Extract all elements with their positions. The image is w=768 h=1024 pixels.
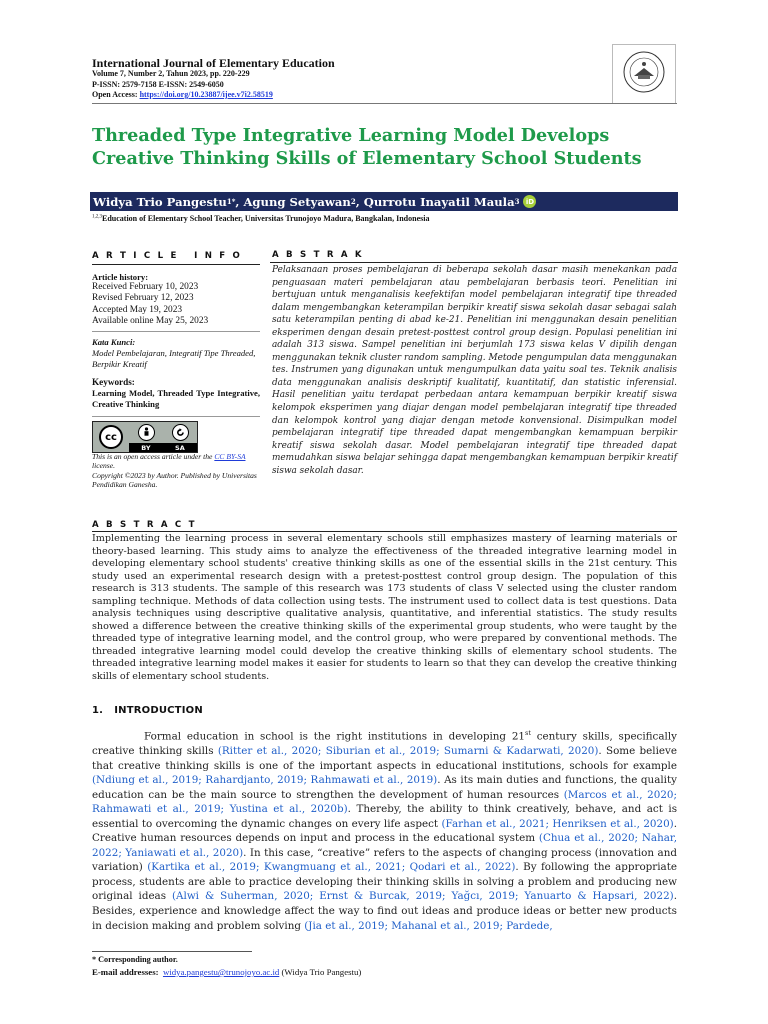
author-3-sup: 3 <box>514 197 520 206</box>
history-divider <box>92 331 260 332</box>
history-online: Available online May 25, 2023 <box>92 315 209 326</box>
email-line <box>92 967 361 977</box>
affiliation <box>92 214 429 223</box>
keywords-divider <box>92 416 260 417</box>
open-access-line <box>92 90 273 101</box>
history-heading: Article history: <box>92 272 149 282</box>
article-info-heading: A R T I C L E I N F O <box>92 251 243 261</box>
history-accepted: Accepted May 19, 2023 <box>92 304 183 315</box>
history-revised: Revised February 12, 2023 <box>92 293 194 304</box>
abstrak-divider <box>270 262 678 263</box>
introduction-heading: 1. INTRODUCTION <box>92 705 203 716</box>
intro-text: century skills, specifically creative thinking skills <box>92 730 677 757</box>
volume-line: Volume 7, Number 2, Tahun 2023, pp. 220-229 <box>92 69 250 78</box>
citation-link[interactable]: (Ndiung et al., 2019; Rahardjanto, 2019; Rahmawati et al., 2019) <box>92 774 438 787</box>
author-1: Widya Trio Pangestu <box>93 194 227 209</box>
kata-kunci-heading: Kata Kunci: <box>92 337 136 347</box>
citation-link[interactable]: (Chua et al., 2020; Nahar, 2022; Yaniawati et al., 2020) <box>92 832 678 859</box>
abstract-divider <box>92 531 677 532</box>
author-2-sup: 2 <box>350 197 356 206</box>
license-suffix: license. <box>92 461 115 471</box>
intro-text: . Creative human resources depends on input and process in the educational system <box>92 817 678 845</box>
affiliation-sup: 1,2,3 <box>92 214 102 220</box>
license-text <box>92 452 260 490</box>
copyright-text: Copyright ©2023 by Author. Published by Universitas Pendidikan Ganesha. <box>92 470 257 490</box>
keywords-text: Learning Model, Threaded Type Integrative, Creative Thinking <box>92 388 260 410</box>
cc-icons-row <box>129 422 197 443</box>
history-list <box>92 282 208 327</box>
author-1-sup: 1* <box>226 197 236 206</box>
cc-by-label: BY <box>141 443 151 452</box>
journal-logo <box>612 44 676 104</box>
open-access-label: Open Access: <box>92 90 138 99</box>
citation-link[interactable]: (Kartika et al., 2019; Kwangmuang et al., 2021; Qodari et al., 2022) <box>147 861 516 874</box>
share-alike-icon <box>172 424 189 441</box>
email-owner: (Widya Trio Pangestu) <box>281 967 362 977</box>
citation-link[interactable]: (Alwi & Suherman, 2020; Ernst & Burcak, 2019; Yağcı, 2019; Yanuarto & Hapsari, 2022) <box>172 890 674 903</box>
superscript: st <box>524 729 531 737</box>
citation-link[interactable]: (Ritter et al., 2020; Siburian et al., 2019; Sumarni & Kadarwati, 2020) <box>217 744 599 757</box>
intro-text: . Thereby, the ability to think creatively, behave, and act is essential to overcoming the dynamic changes on every life aspect <box>92 803 677 830</box>
journal-title: International Journal of Elementary Education <box>92 56 335 70</box>
intro-text: . In this case, “creative” refers to the aspects of changing process (innovation and variation) <box>92 846 677 874</box>
license-prefix: This is an open access article under the <box>92 452 213 461</box>
author-2: Agung Setyawan <box>243 194 351 209</box>
cc-labels-row <box>129 443 197 452</box>
orcid-icon[interactable]: iD <box>523 195 536 208</box>
cc-right-panel <box>129 422 197 452</box>
paper-title: Threaded Type Integrative Learning Model Develops Creative Thinking Skills of Elementary School Students <box>92 125 642 169</box>
article-info-divider <box>92 264 260 265</box>
cc-logo <box>93 422 129 452</box>
author-3: Qurrotu Inayatil Maula <box>363 194 515 209</box>
doi-link[interactable]: https://doi.org/10.23887/ijee.v7i2.58519 <box>139 90 273 99</box>
author-bar: Widya Trio Pangestu 1* , Agung Setyawan 2 , Qurrotu Inayatil Maula 3 iD <box>90 192 678 211</box>
attribution-icon <box>138 424 155 441</box>
corresponding-author-note: * Corresponding author. <box>92 955 178 964</box>
abstrak-heading: A B S T R A K <box>272 250 364 260</box>
cc-sa-label: SA <box>175 443 185 452</box>
intro-text: . Besides, experience and knowledge affect the way to find out ideas and produce ideas or better new products in decision making and problem solving <box>92 890 677 932</box>
intro-text: . As its main duties and functions, the quality education can be the main source to strengthen the development of human resources <box>92 774 677 801</box>
keywords-heading: Keywords: <box>92 377 135 387</box>
introduction-paragraph <box>92 726 677 933</box>
author-email-link[interactable]: widya.pangestu@trunojoyo.ac.id <box>162 967 280 977</box>
journal-seal-icon <box>616 48 672 100</box>
intro-text: Formal education in school is the right institutions in developing 21 <box>144 730 525 743</box>
intro-text: . Some believe that creative thinking skills is one of the important aspects in educational institutions, schools for example <box>92 744 677 772</box>
cc-icon: cc <box>99 425 123 449</box>
cc-by-sa-badge[interactable] <box>92 421 198 453</box>
affiliation-text: Education of Elementary School Teacher, Universitas Trunojoyo Madura, Bangkalan, Indonesia <box>102 214 430 223</box>
kata-kunci-text: Model Pembelajaran, Integratif Tipe Threaded, Berpikir Kreatif <box>92 348 256 369</box>
license-link[interactable]: CC BY-SA <box>214 452 246 461</box>
citation-link[interactable]: (Jia et al., 2019; Mahanal et al., 2019; Pardede, <box>304 919 553 932</box>
citation-link[interactable]: (Marcos et al., 2020; Rahmawati et al., 2019; Yustina et al., 2020b) <box>92 788 677 816</box>
header-divider <box>92 103 677 104</box>
abstrak-text: Pelaksanaan proses pembelajaran di beberapa sekolah dasar masih menekankan pada penguasaan materi pembelajaran atau pembelajaran berbasis teori. Penelitian ini bertujuan untuk menganalisis keefektifan model pembelajaran integratif tipe threaded dalam mengembangkan keterampilan berpikir kreatif siswa sekolah dasar sebagai salah satu keterampilan penting di abad ke-21. Penelitian ini menggunakan desain penelitian eksperimen dengan desain pretest-posttest control group design. Populasi penelitian ini adalah 313 siswa. Sampel penelitian ini berjumlah 173 siswa kelas V dipilih dengan menggunakan teknik cluster random sampling. Metode pengumpulan data menggunakan tes. Instrumen yang digunakan untuk mengumpulkan data yaitu soal tes. Teknik analisis data menggunakan analisis deskriptif kualitatif, kuantitatif, dan statistic inferensial. Hasil penelitian yaitu terdapat perbedaan antara kemampuan berpikir kreatif siswa kelompok eksperimen yang diajar dengan model pembelajaran integratif tipe threaded dan kelompok kontrol yang diajar dengan metode konvensional. Disimpulkan model pembelajaran integratif tipe threaded dapat mengembangkan kemampuan berpikir kreatif siswa sekolah dasar. Model pembelajaran integratif tipe threaded dapat memudahkan siswa belajar sehingga dapat mengembangkan kemampuan berpikir kreatif siswa sekolah dasar. <box>272 265 677 476</box>
journal-meta <box>92 69 273 101</box>
issn-line: P-ISSN: 2579-7158 E-ISSN: 2549-6050 <box>92 79 224 89</box>
history-received: Received February 10, 2023 <box>92 282 199 292</box>
citation-link[interactable]: (Farhan et al., 2021; Henriksen et al., 2020) <box>441 817 674 830</box>
abstract-text: Implementing the learning process in several elementary schools still emphasizes mastery of learning materials or theory-based learning. This study aims to analyze the effectiveness of the threaded integrative learning model in developing elementary school students' creative thinking skills as one of the essential skills in the 21st century. This study used an experimental research design with a pretest-posttest control group design. The population of this research is 313 students. The sample of this research was 173 students of class V selected using the cluster random sampling technique. Methods of data collection using tests. The instrument used to collect data is test questions. Data analysis techniques using descriptive qualitative analysis, quantitative, and inferential statistics. The study results showed a difference between the creative thinking skills of the experimental group students, who were taught by the threaded type of integrative learning model, and the control group, who were prepared by conventional methods. The threaded integrative learning model could develop the creative thinking skills of elementary school students. The threaded integrative learning model makes it easier for students to learn so that they can develop the creative thinking skills of elementary school students. <box>92 533 677 683</box>
abstract-heading: A B S T R A C T <box>92 520 197 530</box>
email-label: E-mail addresses: <box>92 967 159 977</box>
footnote-divider <box>92 951 252 952</box>
intro-text: . By following the appropriate process, students are able to practice developing their thinking skills in solving a problem and producing new original ideas <box>92 861 677 903</box>
